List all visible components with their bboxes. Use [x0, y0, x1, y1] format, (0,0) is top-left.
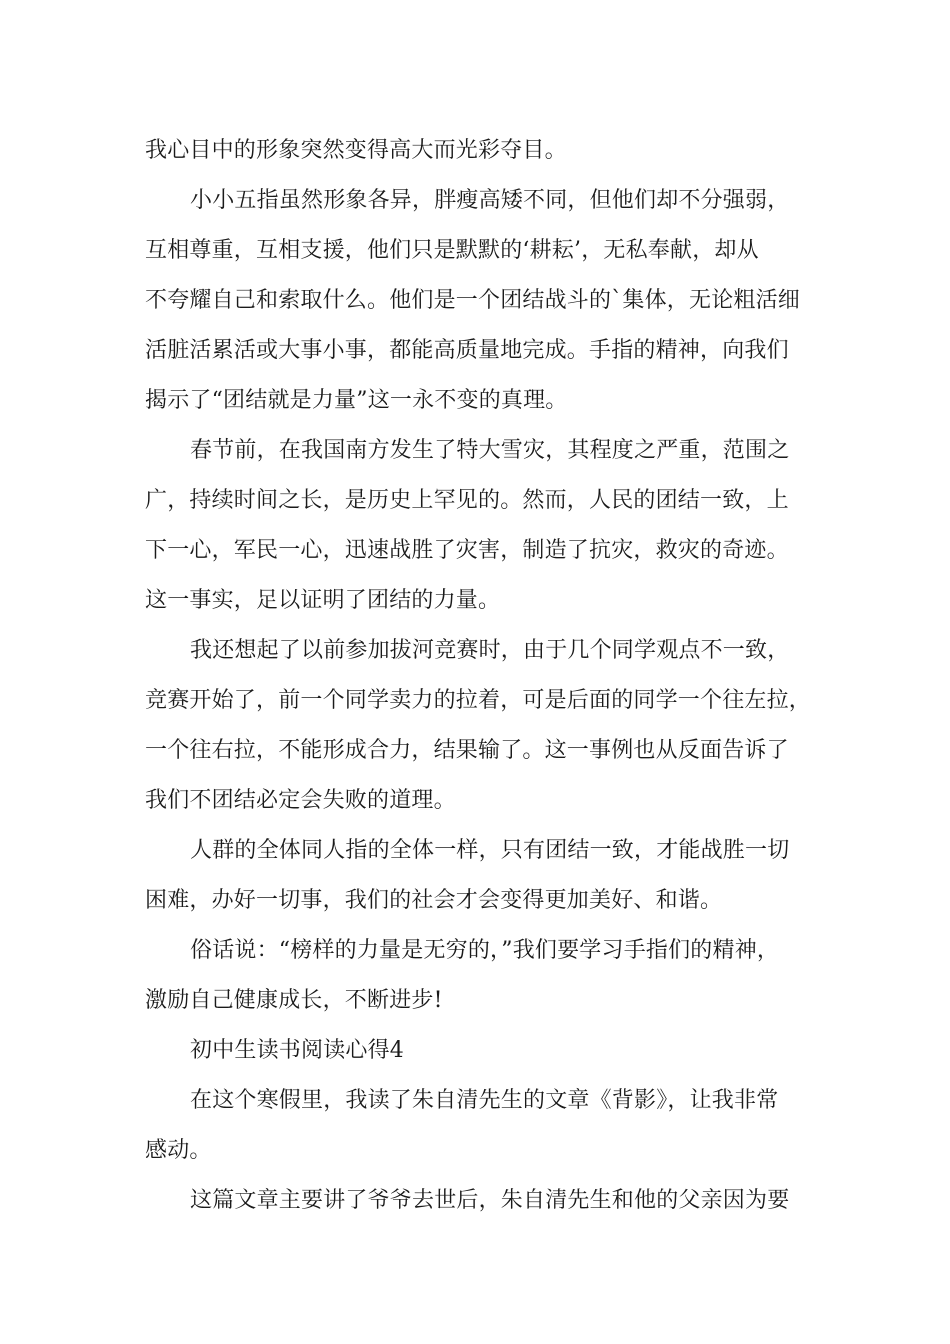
paragraph-start-line: 小小五指虽然形象各异，胖瘦高矮不同，但他们却不分强弱， [190, 188, 790, 213]
paragraph-start-line: 人群的全体同人指的全体一样，只有团结一致，才能战胜一切 [190, 838, 790, 863]
text-line: 活脏活累活或大事小事，都能高质量地完成。手指的精神，向我们 [145, 338, 789, 363]
paragraph-start-line: 在这个寒假里，我读了朱自清先生的文章《背影》，让我非常 [190, 1088, 779, 1113]
text-line: 广，持续时间之长，是历史上罕见的。然而，人民的团结一致，上 [145, 488, 789, 513]
paragraph-start-line: 我还想起了以前参加拔河竞赛时，由于几个同学观点不一致， [190, 638, 790, 663]
paragraph-start-line: 春节前，在我国南方发生了特大雪灾，其程度之严重，范围之 [190, 438, 790, 463]
text-line: 我心目中的形象突然变得高大而光彩夺目。 [145, 138, 567, 163]
text-line: 竞赛开始了，前一个同学卖力的拉着，可是后面的同学一个往左拉， [145, 688, 812, 713]
paragraph-start-line: 俗话说：“榜样的力量是无穷的，”我们要学习手指们的精神， [190, 938, 780, 963]
text-line: 我们不团结必定会失败的道理。 [145, 788, 456, 813]
text-line: 下一心，军民一心，迅速战胜了灾害，制造了抗灾，救灾的奇迹。 [145, 538, 789, 563]
text-line: 一个往右拉，不能形成合力，结果输了。这一事例也从反面告诉了 [145, 738, 789, 763]
text-line: 感动。 [145, 1138, 212, 1163]
paragraph-start-line: 这篇文章主要讲了爷爷去世后，朱自清先生和他的父亲因为要 [190, 1188, 790, 1213]
text-line: 不夸耀自己和索取什么。他们是一个团结战斗的`集体，无论粗活细 [145, 288, 801, 313]
text-line: 揭示了“团结就是力量”这一永不变的真理。 [145, 388, 568, 413]
text-line: 互相尊重，互相支援，他们只是默默的‘耕耘’，无私奉献，却从 [145, 238, 759, 263]
section-heading: 初中生读书阅读心得4 [190, 1038, 404, 1063]
text-line: 困难，办好一切事，我们的社会才会变得更加美好、和谐。 [145, 888, 723, 913]
text-line: 这一事实，足以证明了团结的力量。 [145, 588, 501, 613]
text-line: 激励自己健康成长，不断进步! [145, 988, 443, 1013]
